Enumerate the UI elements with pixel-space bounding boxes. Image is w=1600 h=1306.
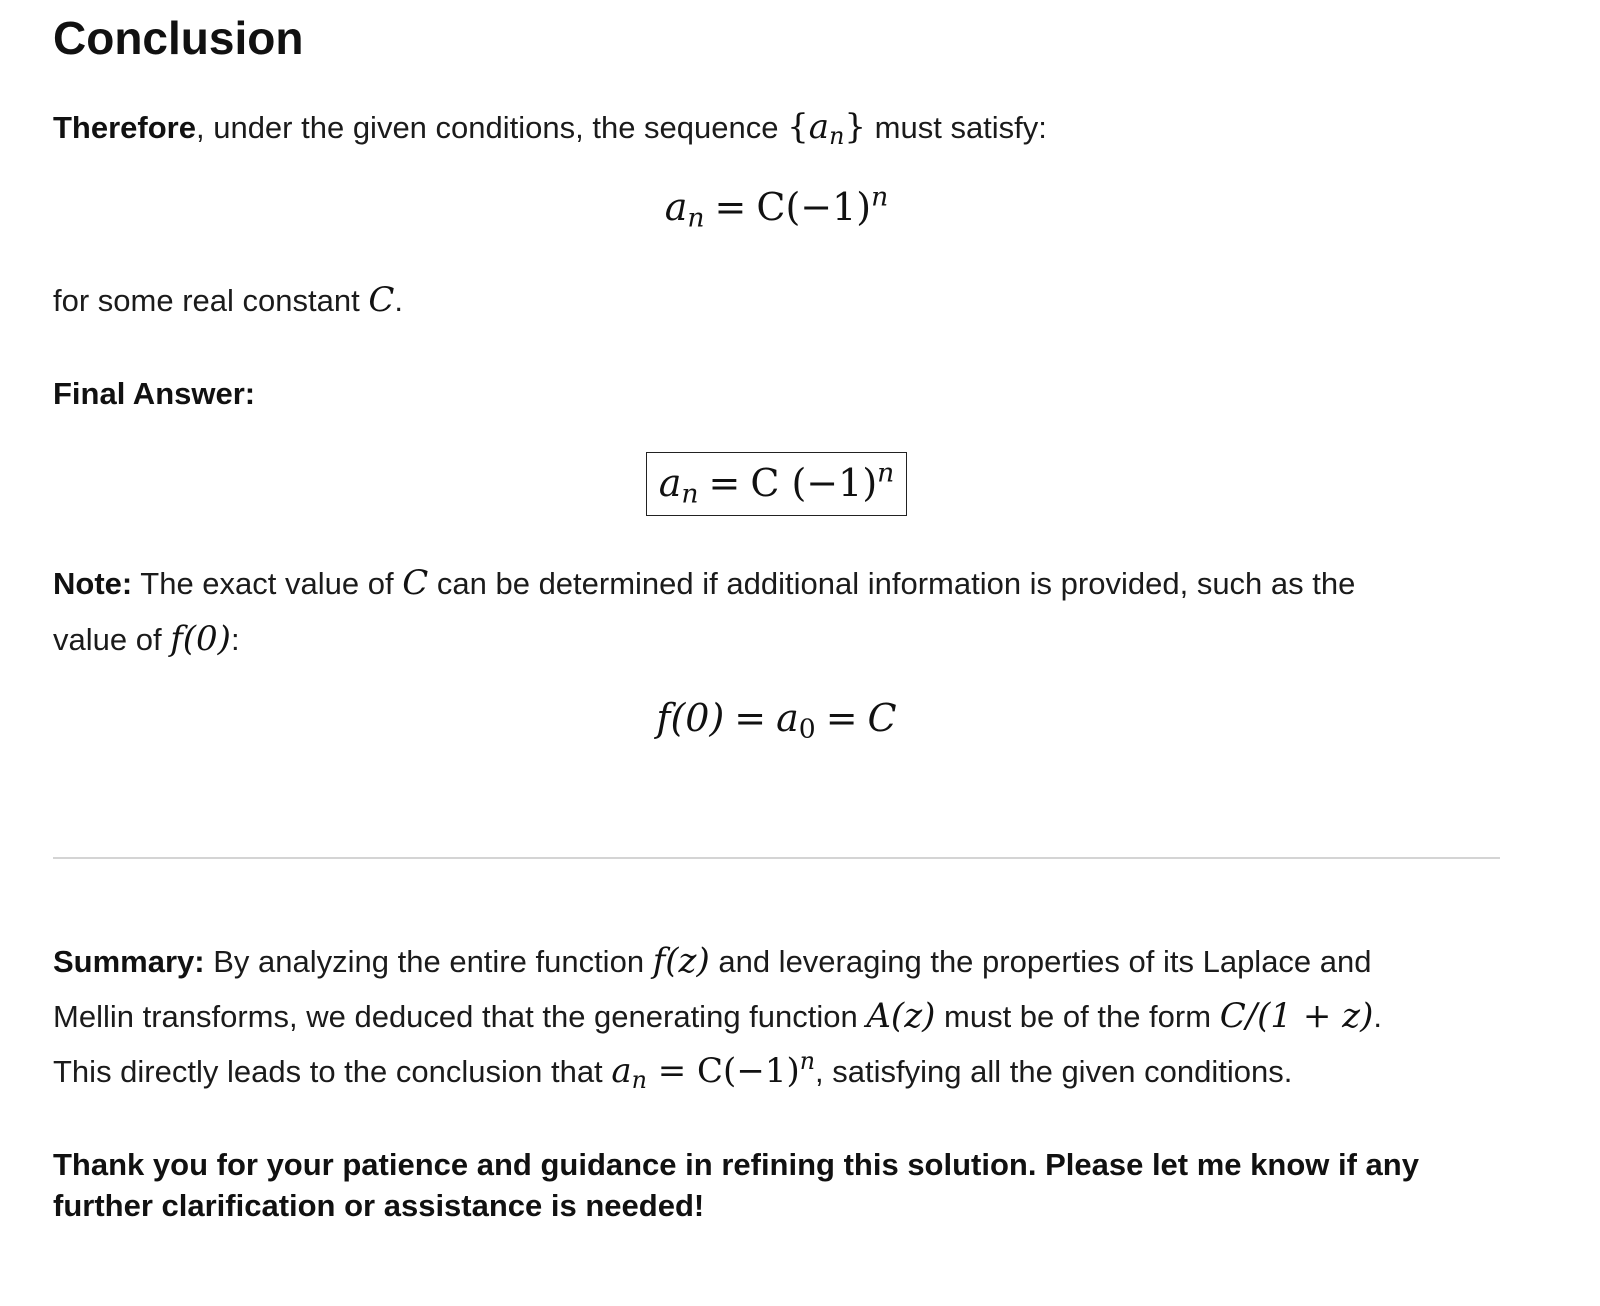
summary-l2-math2: C/(1 + z) bbox=[1219, 996, 1374, 1036]
note-line2-text: value of bbox=[53, 622, 162, 657]
equation-an bbox=[53, 181, 1500, 233]
constant-line bbox=[53, 272, 403, 329]
therefore-text: , under the given conditions, the sequence bbox=[195, 110, 779, 145]
final-answer-label: Final Answer: bbox=[53, 376, 256, 411]
summary-line-2 bbox=[53, 988, 1382, 1045]
eq1-rel: = bbox=[714, 185, 747, 229]
answer-lhs-sub: n bbox=[681, 478, 699, 510]
eq2-mid: a bbox=[776, 696, 799, 740]
summary-l2-text2: must be of the form bbox=[944, 999, 1212, 1034]
eq2-rhs: C bbox=[867, 696, 897, 740]
summary-l2-end: . bbox=[1373, 999, 1382, 1034]
sequence-sub: n bbox=[829, 121, 845, 150]
summary-l1-text: By analyzing the entire function bbox=[213, 944, 645, 979]
therefore-text-end: must satisfy: bbox=[874, 110, 1047, 145]
summary-bold: Summary: bbox=[53, 944, 205, 979]
answer-rhs: C (−1) bbox=[750, 461, 878, 505]
answer-lhs: a bbox=[658, 461, 682, 505]
summary-l2-text: Mellin transforms, we deduced that the generating function bbox=[53, 999, 858, 1034]
note-line-1 bbox=[53, 555, 1355, 612]
summary-l3-text2: , satisfying all the given conditions. bbox=[815, 1054, 1293, 1089]
sequence-var: a bbox=[808, 107, 830, 147]
document-page bbox=[53, 0, 1500, 1306]
horizontal-divider bbox=[53, 857, 1500, 859]
note-line2-math: f(0) bbox=[170, 619, 231, 659]
constant-text: for some real constant bbox=[53, 283, 360, 318]
eq1-rhs-sup: n bbox=[871, 181, 889, 213]
thanks-line-2: further clarification or assistance is needed! bbox=[53, 1188, 705, 1223]
note-line-2 bbox=[53, 611, 240, 668]
section-heading: Conclusion bbox=[53, 12, 304, 64]
sequence-notation: $\{a_n\}$ bbox=[787, 107, 867, 150]
eq1-lhs: a bbox=[664, 185, 688, 229]
constant-var: C bbox=[368, 280, 395, 320]
note-text-1: The exact value of bbox=[140, 566, 394, 601]
constant-end: . bbox=[394, 283, 403, 318]
summary-l3-equation bbox=[611, 1046, 816, 1094]
therefore-bold: Therefore bbox=[53, 110, 196, 145]
summary-l2-math: A(z) bbox=[866, 996, 936, 1036]
summary-l3-rhs: C(−1) bbox=[697, 1051, 800, 1091]
eq2-rel1: = bbox=[734, 696, 767, 740]
answer-rel: = bbox=[708, 461, 741, 505]
eq1-lhs-sub: n bbox=[687, 202, 705, 234]
eq2-lhs: f(0) bbox=[656, 696, 725, 740]
answer-box bbox=[646, 452, 908, 516]
summary-line-3 bbox=[53, 1043, 1292, 1100]
summary-line-1 bbox=[53, 933, 1372, 990]
equation-f0 bbox=[53, 692, 1500, 744]
summary-l3-base: a bbox=[611, 1051, 632, 1091]
note-var: C bbox=[402, 563, 429, 603]
therefore-paragraph bbox=[53, 99, 1047, 156]
thanks-line-1: Thank you for your patience and guidance in refining this solution. Please let me know if any bbox=[53, 1147, 1419, 1182]
final-answer-equation bbox=[53, 452, 1500, 516]
answer-rhs-sup: n bbox=[877, 457, 895, 489]
summary-l3-rel: = bbox=[657, 1051, 687, 1091]
summary-l1-math: f(z) bbox=[652, 941, 710, 981]
summary-l3-sup: n bbox=[799, 1046, 816, 1075]
note-text-2: can be determined if additional information is provided, such as the bbox=[436, 566, 1356, 601]
eq2-rel2: = bbox=[825, 696, 858, 740]
summary-l1-text2: and leveraging the properties of its Laplace and bbox=[718, 944, 1372, 979]
eq1-rhs: C(−1) bbox=[756, 185, 872, 229]
summary-l3-text: This directly leads to the conclusion that bbox=[53, 1054, 603, 1089]
note-bold: Note: bbox=[53, 566, 133, 601]
summary-l3-sub: n bbox=[631, 1065, 647, 1094]
eq2-mid-sub: 0 bbox=[798, 713, 816, 745]
note-line2-end: : bbox=[230, 622, 240, 657]
